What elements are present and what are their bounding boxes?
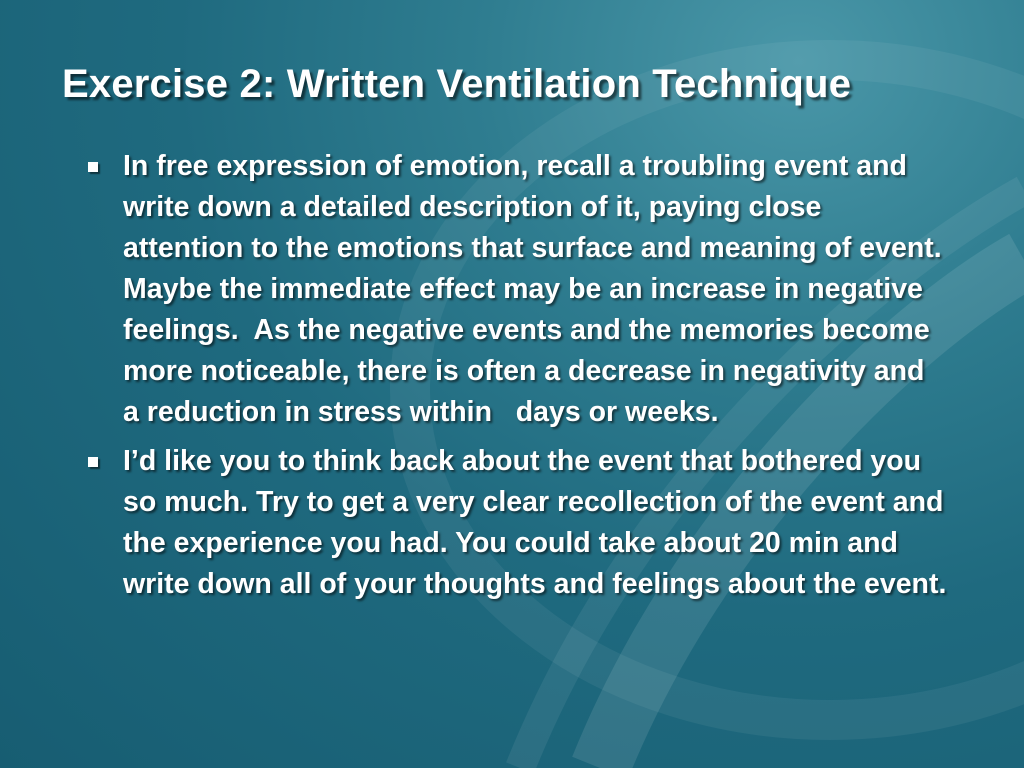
bullet-text: In free expression of emotion, recall a troubling event and write down a detailed description of it, paying close attention to the emotions that surface and meaning of event. Maybe the immediate effect may be an increase in negative feelings. As the negative events and the memories become more noticeable, there is often a decrease in negativity and a reduction in stress within days or weeks. bbox=[123, 150, 950, 428]
square-bullet-icon bbox=[88, 457, 98, 467]
bullet-item bbox=[88, 441, 952, 605]
bullet-text: I’d like you to think back about the event that bothered you so much. Try to get a very clear recollection of the event and the experience you had. You could take about 20 min and write down all of your thoughts and feelings about the event. bbox=[123, 445, 952, 600]
bullet-list bbox=[88, 146, 952, 613]
square-bullet-icon bbox=[88, 162, 98, 172]
bullet-item bbox=[88, 146, 948, 433]
slide-title: Exercise 2: Written Ventilation Technique bbox=[62, 62, 852, 106]
